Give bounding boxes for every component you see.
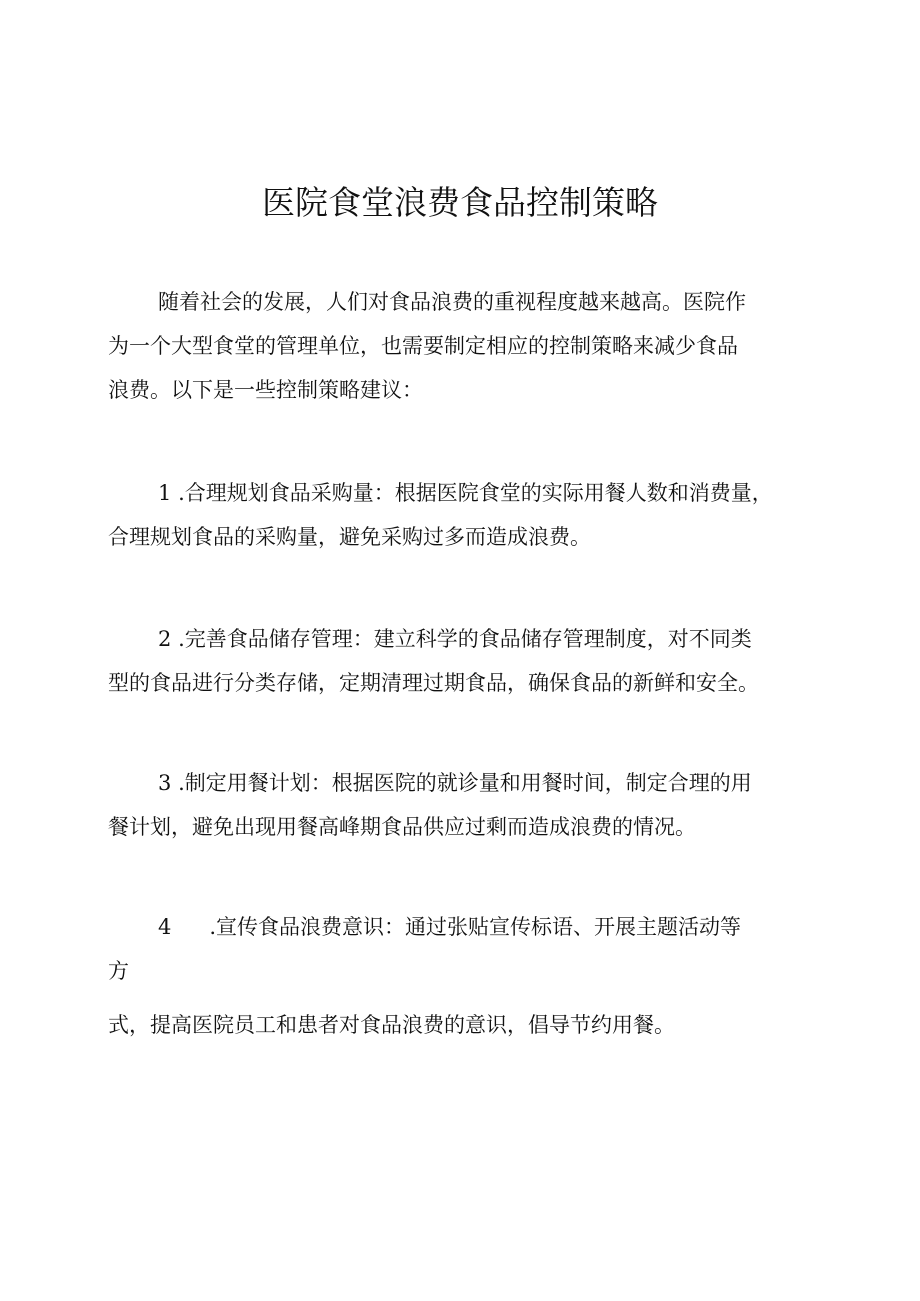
- document-title: 医院食堂浪费食品控制策略: [262, 183, 658, 222]
- list-item-text: .合理规划食品采购量：根据医院食堂的实际用餐人数和消费量，: [178, 481, 773, 505]
- list-item-number: 3: [158, 771, 172, 795]
- intro-line: 随着社会的发展，人们对食品浪费的重视程度越来越高。医院作: [158, 290, 746, 314]
- list-item-4: [108, 905, 820, 1047]
- list-item-line: 式，提高医院员工和患者对食品浪费的意识，倡导节约用餐。: [108, 1013, 675, 1037]
- list-item-line: 餐计划，避免出现用餐高峰期食品供应过剩而造成浪费的情况。: [108, 815, 696, 839]
- list-item-first-line: [108, 761, 820, 805]
- list-item-number: 2: [158, 627, 172, 651]
- list-item-first-line: [108, 617, 820, 661]
- list-item-text: .制定用餐计划：根据医院的就诊量和用餐时间，制定合理的用: [178, 771, 752, 795]
- intro-line: 为一个大型食堂的管理单位，也需要制定相应的控制策略来减少食品: [108, 334, 738, 358]
- list-item-first-line: [108, 905, 820, 949]
- list-item-number: 1: [158, 481, 172, 505]
- list-item-line: 方: [108, 959, 129, 983]
- list-item-2: [108, 617, 820, 705]
- intro-line: 浪费。以下是一些控制策略建议：: [108, 378, 423, 402]
- list-item-text: .宣传食品浪费意识：通过张贴宣传标语、开展主题活动等: [209, 915, 742, 939]
- list-item-line: 合理规划食品的采购量，避免采购过多而造成浪费。: [108, 525, 591, 549]
- list-item-first-line: [108, 471, 820, 515]
- list-item-number: 4: [158, 915, 172, 939]
- list-item-text: .完善食品储存管理：建立科学的食品储存管理制度，对不同类: [178, 627, 752, 651]
- list-item-line: 型的食品进行分类存储，定期清理过期食品，确保食品的新鲜和安全。: [108, 671, 759, 695]
- intro-paragraph: [108, 280, 820, 412]
- list-item-1: [108, 471, 820, 559]
- list-item-3: [108, 761, 820, 849]
